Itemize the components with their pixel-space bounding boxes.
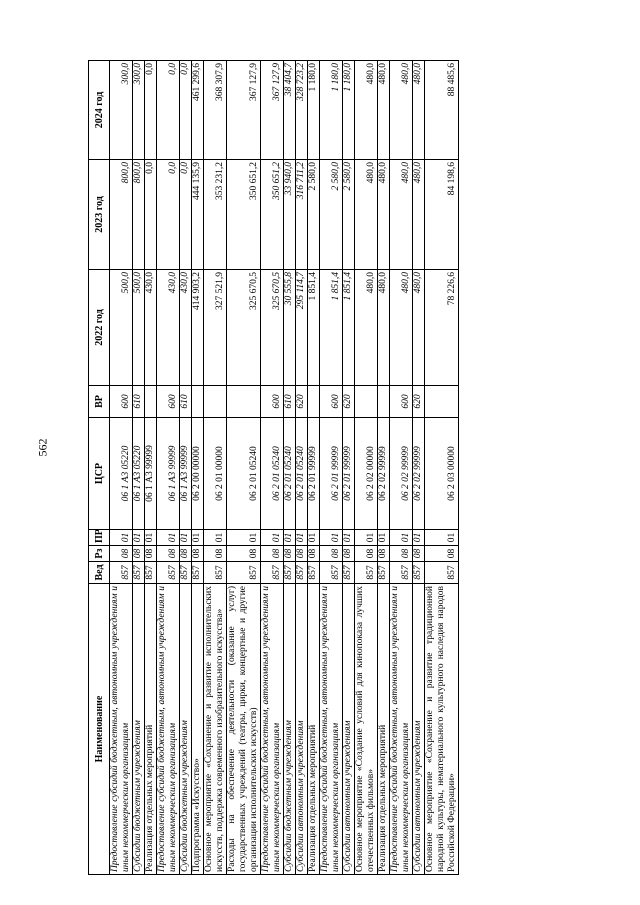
header-2024: 2024 год	[89, 61, 110, 160]
row-ved: 857	[204, 562, 227, 584]
row-value-2023: 480,0	[355, 160, 378, 270]
table-header-row	[89, 61, 110, 875]
row-ved: 857	[110, 562, 133, 584]
row-rz: 08	[320, 546, 343, 562]
row-vr	[308, 386, 320, 418]
header-name: Наименование	[89, 584, 110, 875]
table-row	[204, 61, 227, 875]
row-value-2024: 480,0	[355, 61, 378, 160]
row-vr: 600	[110, 386, 133, 418]
row-value-2023: 0,0	[145, 160, 157, 270]
row-name: Основное мероприятие «Сохранение и развитие исполнительских искусств, поддержка современного изобразительного искусства»	[204, 584, 227, 875]
table-row	[227, 61, 261, 875]
row-rz: 08	[413, 546, 425, 562]
table-row	[284, 61, 296, 875]
row-ved: 857	[180, 562, 192, 584]
row-value-2022: 1 851,4	[320, 270, 343, 386]
table-row	[180, 61, 192, 875]
row-rz: 08	[343, 546, 355, 562]
table-row	[413, 61, 425, 875]
row-name: Субсидии автономным учреждениям	[413, 584, 425, 875]
row-vr: 610	[180, 386, 192, 418]
row-pr: 01	[145, 530, 157, 546]
row-value-2022: 78 226,6	[425, 270, 459, 386]
row-csr: 06 2 02 99999	[390, 418, 413, 530]
row-value-2022: 480,0	[413, 270, 425, 386]
row-vr	[355, 386, 378, 418]
row-value-2024: 1 180,0	[320, 61, 343, 160]
row-vr	[192, 386, 204, 418]
header-2023: 2023 год	[89, 160, 110, 270]
row-value-2023: 33 940,0	[284, 160, 296, 270]
table-row	[390, 61, 413, 875]
row-vr: 610	[284, 386, 296, 418]
row-ved: 857	[296, 562, 308, 584]
table-row	[320, 61, 343, 875]
row-rz: 08	[145, 546, 157, 562]
row-value-2022: 500,0	[110, 270, 133, 386]
row-ved: 857	[133, 562, 145, 584]
row-value-2024: 461 299,6	[192, 61, 204, 160]
row-name: Субсидии автономным учреждениям	[343, 584, 355, 875]
header-ved: Вед	[89, 562, 110, 584]
row-pr: 01	[413, 530, 425, 546]
row-rz: 08	[355, 546, 378, 562]
row-name: Субсидии бюджетным учреждениям	[133, 584, 145, 875]
row-vr: 600	[320, 386, 343, 418]
row-value-2022: 430,0	[145, 270, 157, 386]
row-vr: 600	[157, 386, 180, 418]
row-value-2022: 480,0	[390, 270, 413, 386]
row-value-2023: 84 198,6	[425, 160, 459, 270]
row-pr: 01	[110, 530, 133, 546]
row-value-2024: 88 485,6	[425, 61, 459, 160]
row-rz: 08	[133, 546, 145, 562]
row-value-2023: 2 580,0	[343, 160, 355, 270]
row-value-2022: 500,0	[133, 270, 145, 386]
row-value-2023: 0,0	[157, 160, 180, 270]
header-pr: ПР	[89, 530, 110, 546]
row-name: Расходы на обеспечение деятельности (оказание услуг) государственных учреждений (театры, цирки, концертные и другие организации исполнительских искусств)	[227, 584, 261, 875]
row-rz: 08	[110, 546, 133, 562]
row-value-2024: 328 723,2	[296, 61, 308, 160]
row-vr: 620	[343, 386, 355, 418]
row-csr: 06 2 01 99999	[308, 418, 320, 530]
row-csr: 06 2 01 00000	[204, 418, 227, 530]
table-row	[355, 61, 378, 875]
table-row	[192, 61, 204, 875]
row-name: Предоставление субсидий бюджетным, автономным учреждениям и иным некоммерческим организациям	[110, 584, 133, 875]
row-ved: 857	[227, 562, 261, 584]
row-ved: 857	[157, 562, 180, 584]
row-value-2024: 300,0	[133, 61, 145, 160]
row-name: Основное мероприятие «Создание условий для кинопоказа лучших отечественных фильмов»	[355, 584, 378, 875]
row-value-2023: 800,0	[133, 160, 145, 270]
row-value-2023: 350 651,2	[261, 160, 284, 270]
row-value-2022: 480,0	[355, 270, 378, 386]
row-pr: 01	[390, 530, 413, 546]
row-vr	[227, 386, 261, 418]
row-value-2023: 480,0	[390, 160, 413, 270]
row-value-2024: 1 180,0	[343, 61, 355, 160]
row-value-2023: 444 135,9	[192, 160, 204, 270]
row-csr: 06 2 02 99999	[413, 418, 425, 530]
row-pr: 01	[192, 530, 204, 546]
table-row	[425, 61, 459, 875]
rotated-table-container	[88, 61, 619, 875]
row-rz: 08	[204, 546, 227, 562]
row-pr: 01	[378, 530, 390, 546]
table-row	[145, 61, 157, 875]
row-pr: 01	[320, 530, 343, 546]
row-ved: 857	[390, 562, 413, 584]
row-rz: 08	[378, 546, 390, 562]
row-name: Реализация отдельных мероприятий	[145, 584, 157, 875]
row-value-2022: 327 521,9	[204, 270, 227, 386]
row-rz: 08	[157, 546, 180, 562]
row-value-2023: 2 580,0	[308, 160, 320, 270]
row-value-2024: 300,0	[110, 61, 133, 160]
row-value-2023: 480,0	[413, 160, 425, 270]
table-row	[261, 61, 284, 875]
row-name: Субсидии бюджетным учреждениям	[180, 584, 192, 875]
row-value-2022: 430,0	[180, 270, 192, 386]
row-rz: 08	[308, 546, 320, 562]
table-row	[378, 61, 390, 875]
row-csr: 06 2 01 05240	[296, 418, 308, 530]
row-ved: 857	[308, 562, 320, 584]
row-name: Предоставление субсидий бюджетным, автономным учреждениям и иным некоммерческим организациям	[320, 584, 343, 875]
row-pr: 01	[133, 530, 145, 546]
row-vr: 600	[390, 386, 413, 418]
row-name: Предоставление субсидий бюджетным, автономным учреждениям и иным некоммерческим организациям	[261, 584, 284, 875]
row-ved: 857	[261, 562, 284, 584]
row-csr: 06 2 00 00000	[192, 418, 204, 530]
row-vr	[378, 386, 390, 418]
row-value-2023: 316 711,2	[296, 160, 308, 270]
row-value-2024: 480,0	[378, 61, 390, 160]
row-value-2024: 0,0	[157, 61, 180, 160]
row-csr: 06 2 02 99999	[378, 418, 390, 530]
row-pr: 01	[204, 530, 227, 546]
row-value-2022: 414 903,2	[192, 270, 204, 386]
row-value-2024: 368 307,9	[204, 61, 227, 160]
row-value-2024: 480,0	[413, 61, 425, 160]
row-pr: 01	[296, 530, 308, 546]
row-pr: 01	[308, 530, 320, 546]
table-row	[110, 61, 133, 875]
header-rz: Рз	[89, 546, 110, 562]
row-csr: 06 2 01 99999	[320, 418, 343, 530]
row-ved: 857	[192, 562, 204, 584]
row-pr: 01	[227, 530, 261, 546]
table-row	[296, 61, 308, 875]
row-ved: 857	[284, 562, 296, 584]
row-pr: 01	[261, 530, 284, 546]
row-value-2024: 1 180,0	[308, 61, 320, 160]
row-csr: 06 1 А3 99999	[157, 418, 180, 530]
budget-table	[88, 60, 459, 875]
header-csr: ЦСР	[89, 418, 110, 530]
row-vr	[425, 386, 459, 418]
table-row	[308, 61, 320, 875]
row-ved: 857	[145, 562, 157, 584]
row-value-2024: 0,0	[180, 61, 192, 160]
row-value-2024: 480,0	[390, 61, 413, 160]
row-value-2023: 2 580,0	[320, 160, 343, 270]
row-name: Основное мероприятие «Сохранение и развитие традиционной народной культуры, нематериального культурного наследия народов Российской Федерации»	[425, 584, 459, 875]
header-2022: 2022 год	[89, 270, 110, 386]
page-number: 562	[35, 438, 50, 457]
row-csr: 06 2 01 05240	[261, 418, 284, 530]
row-vr	[204, 386, 227, 418]
row-value-2023: 800,0	[110, 160, 133, 270]
row-rz: 08	[192, 546, 204, 562]
row-value-2024: 367 127,9	[261, 61, 284, 160]
row-rz: 08	[390, 546, 413, 562]
row-value-2022: 30 555,8	[284, 270, 296, 386]
row-ved: 857	[425, 562, 459, 584]
row-pr: 01	[180, 530, 192, 546]
table-body	[110, 61, 459, 875]
row-csr: 06 2 03 00000	[425, 418, 459, 530]
row-vr: 600	[261, 386, 284, 418]
row-pr: 01	[343, 530, 355, 546]
row-name: Реализация отдельных мероприятий	[378, 584, 390, 875]
row-value-2023: 480,0	[378, 160, 390, 270]
header-vr: ВР	[89, 386, 110, 418]
row-ved: 857	[355, 562, 378, 584]
row-rz: 08	[296, 546, 308, 562]
row-csr: 06 1 А3 99999	[145, 418, 157, 530]
row-value-2022: 480,0	[378, 270, 390, 386]
row-rz: 08	[180, 546, 192, 562]
row-pr: 01	[284, 530, 296, 546]
row-value-2023: 353 231,2	[204, 160, 227, 270]
row-vr: 610	[133, 386, 145, 418]
row-name: Предоставление субсидий бюджетным, автономным учреждениям и иным некоммерческим организациям	[157, 584, 180, 875]
row-vr: 620	[413, 386, 425, 418]
row-ved: 857	[343, 562, 355, 584]
row-value-2022: 1 851,4	[343, 270, 355, 386]
row-value-2022: 325 670,5	[227, 270, 261, 386]
row-pr: 01	[157, 530, 180, 546]
row-value-2022: 295 114,7	[296, 270, 308, 386]
row-name: Предоставление субсидий бюджетным, автономным учреждениям и иным некоммерческим организациям	[390, 584, 413, 875]
row-csr: 06 1 А3 99999	[180, 418, 192, 530]
row-value-2024: 367 127,9	[227, 61, 261, 160]
row-csr: 06 1 А3 05220	[133, 418, 145, 530]
row-pr: 01	[355, 530, 378, 546]
row-rz: 08	[261, 546, 284, 562]
row-csr: 06 2 01 05240	[227, 418, 261, 530]
row-rz: 08	[425, 546, 459, 562]
row-name: Подпрограмма «Искусство»	[192, 584, 204, 875]
row-value-2023: 0,0	[180, 160, 192, 270]
row-value-2022: 325 670,5	[261, 270, 284, 386]
row-csr: 06 2 01 99999	[343, 418, 355, 530]
row-csr: 06 1 А3 05220	[110, 418, 133, 530]
row-vr	[145, 386, 157, 418]
row-name: Субсидии бюджетным учреждениям	[284, 584, 296, 875]
row-rz: 08	[284, 546, 296, 562]
row-vr: 620	[296, 386, 308, 418]
row-name: Реализация отдельных мероприятий	[308, 584, 320, 875]
row-value-2022: 1 851,4	[308, 270, 320, 386]
row-csr: 06 2 02 00000	[355, 418, 378, 530]
table-row	[133, 61, 145, 875]
row-value-2022: 430,0	[157, 270, 180, 386]
row-ved: 857	[413, 562, 425, 584]
row-value-2024: 0,0	[145, 61, 157, 160]
table-row	[157, 61, 180, 875]
row-ved: 857	[378, 562, 390, 584]
row-rz: 08	[227, 546, 261, 562]
row-ved: 857	[320, 562, 343, 584]
row-csr: 06 2 01 05240	[284, 418, 296, 530]
row-name: Субсидии автономным учреждениям	[296, 584, 308, 875]
row-value-2023: 350 651,2	[227, 160, 261, 270]
row-pr: 01	[425, 530, 459, 546]
table-row	[343, 61, 355, 875]
row-value-2024: 38 404,7	[284, 61, 296, 160]
